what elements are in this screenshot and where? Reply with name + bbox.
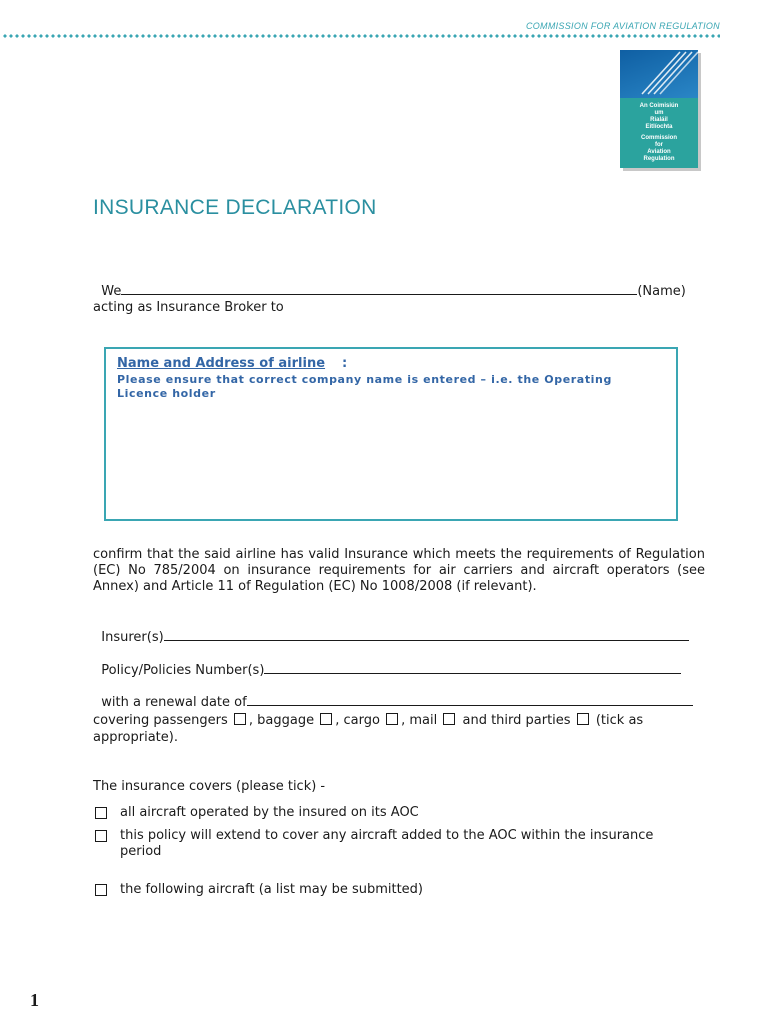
third-parties-checkbox[interactable] bbox=[577, 713, 589, 725]
policy-label: Policy/Policies Number(s) bbox=[101, 663, 265, 678]
renewal-blank[interactable] bbox=[247, 692, 693, 706]
page-title: INSURANCE DECLARATION bbox=[93, 196, 377, 219]
header-org-text: COMMISSION FOR AVIATION REGULATION bbox=[525, 21, 720, 31]
covering-mail: , mail bbox=[401, 713, 438, 728]
airline-address-note: Please ensure that correct company name is entered – i.e. the Operating Licence holder bbox=[117, 373, 612, 400]
logo-irish-line-3: Rialáil bbox=[650, 117, 668, 123]
renewal-line bbox=[93, 677, 693, 710]
logo-english-line-2: for bbox=[655, 142, 663, 148]
broker-line: acting as Insurance Broker to bbox=[93, 300, 284, 315]
logo-irish-line-2: um bbox=[654, 110, 664, 116]
option-extend-policy-label: this policy will extend to cover any aircraft added to the AOC within the insurance period bbox=[120, 828, 654, 859]
we-label: We bbox=[101, 284, 122, 299]
page-number: 1 bbox=[30, 990, 39, 1010]
option-all-aircraft-label: all aircraft operated by the insured on its AOC bbox=[120, 805, 419, 820]
option-all-aircraft-checkbox[interactable] bbox=[95, 807, 107, 819]
name-suffix: (Name) bbox=[637, 284, 686, 299]
logo-english-line-3: Aviation bbox=[647, 149, 671, 155]
mail-checkbox[interactable] bbox=[443, 713, 455, 725]
name-line bbox=[93, 266, 686, 299]
covering-prefix: covering passengers bbox=[93, 713, 228, 728]
covering-third-parties: and third parties bbox=[462, 713, 571, 728]
logo-english-line-1: Commission bbox=[640, 135, 677, 141]
renewal-label: with a renewal date of bbox=[101, 695, 247, 710]
commission-logo bbox=[620, 50, 698, 168]
passengers-checkbox[interactable] bbox=[234, 713, 246, 725]
insurers-blank[interactable] bbox=[164, 627, 689, 641]
option-following-aircraft-label: the following aircraft (a list may be submitted) bbox=[120, 882, 424, 897]
policy-blank[interactable] bbox=[264, 660, 681, 674]
covering-suffix: (tick as appropriate). bbox=[93, 713, 644, 745]
option-following-aircraft-checkbox[interactable] bbox=[95, 884, 107, 896]
baggage-checkbox[interactable] bbox=[320, 713, 332, 725]
logo-text-panel bbox=[620, 98, 698, 168]
confirm-paragraph: confirm that the said airline has valid Insurance which meets the requirements of Regulation (EC) No 785/2004 on insurance requirements for air carriers and aircraft operators (see Annex) and Article 11 of Regulation (EC) No 1008/2008 (if relevant). bbox=[93, 547, 705, 594]
name-blank[interactable] bbox=[121, 281, 637, 295]
covering-line bbox=[93, 712, 705, 746]
airline-address-heading-colon: : bbox=[342, 356, 348, 371]
covering-baggage: , baggage bbox=[248, 713, 315, 728]
wing-stripes-icon bbox=[620, 50, 698, 98]
covers-heading: The insurance covers (please tick) - bbox=[93, 779, 326, 794]
cargo-checkbox[interactable] bbox=[386, 713, 398, 725]
insurers-line bbox=[93, 612, 689, 645]
option-extend-policy-checkbox[interactable] bbox=[95, 830, 107, 842]
logo-wing-panel bbox=[620, 50, 698, 98]
covering-cargo: , cargo bbox=[335, 713, 380, 728]
dotted-divider bbox=[2, 34, 720, 38]
airline-address-box[interactable] bbox=[104, 347, 678, 521]
logo-english-line-4: Regulation bbox=[643, 156, 675, 162]
insurers-label: Insurer(s) bbox=[101, 630, 164, 645]
policy-line bbox=[93, 645, 681, 678]
airline-address-heading: Name and Address of airline bbox=[117, 356, 326, 371]
logo-irish-line-4: Eitlíochta bbox=[645, 124, 673, 130]
logo-irish-line-1: An Coimisiún bbox=[639, 103, 679, 109]
